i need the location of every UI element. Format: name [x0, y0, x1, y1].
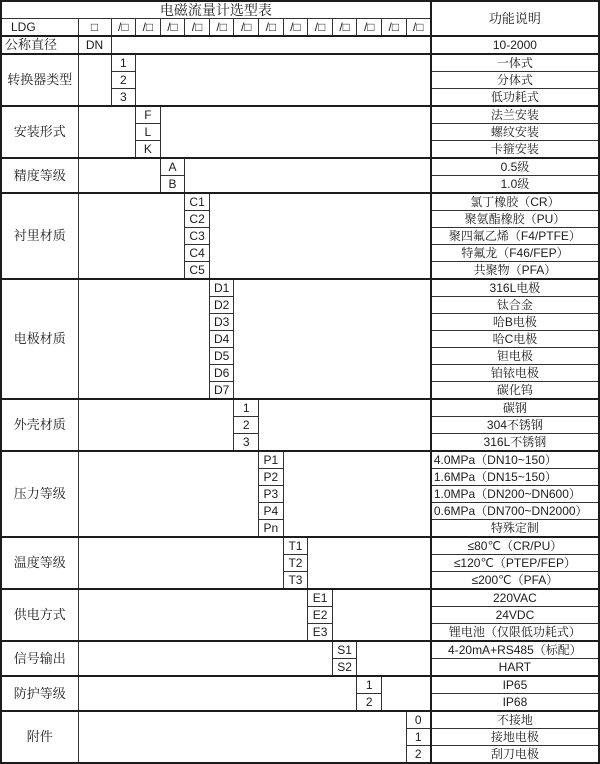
code-cell: D5 [209, 348, 234, 365]
desc-cell: ≤120℃（PTEP/FEP） [431, 555, 599, 572]
desc-cell: IP68 [431, 694, 599, 712]
group-label: 转换器类型 [1, 54, 78, 106]
code-cell: F [136, 106, 161, 124]
filler-cell [78, 711, 406, 763]
code-cell: P2 [259, 469, 284, 486]
model-slot-box: /□ [406, 19, 431, 37]
code-cell: T2 [283, 555, 308, 572]
code-cell: 1 [357, 676, 382, 694]
desc-cell: 碳化钨 [431, 382, 599, 400]
filler-cell [78, 537, 283, 589]
filler-cell [332, 589, 430, 641]
model-slot-box: /□ [160, 19, 185, 37]
desc-cell: IP65 [431, 676, 599, 694]
desc-cell: 不接地 [431, 711, 599, 729]
desc-cell: ≤200℃（PFA） [431, 572, 599, 590]
group-label: 电极材质 [1, 279, 78, 399]
filler-cell [111, 36, 431, 54]
desc-cell: 刮刀电极 [431, 746, 599, 764]
filler-cell [78, 158, 160, 193]
desc-cell: 特殊定制 [431, 520, 599, 538]
code-cell: L [136, 124, 161, 141]
desc-cell: 特氟龙（F46/FEP） [431, 245, 599, 262]
model-slot-box: /□ [259, 19, 284, 37]
model-base-box: □ [78, 19, 111, 37]
code-cell: D3 [209, 314, 234, 331]
filler-cell [78, 279, 209, 399]
code-cell: 2 [234, 417, 259, 434]
model-slot-box: /□ [185, 19, 210, 37]
desc-cell: 316L电极 [431, 279, 599, 297]
code-cell: 2 [406, 746, 431, 764]
code-cell: D7 [209, 382, 234, 400]
model-prefix-cell: LDG [1, 19, 78, 37]
desc-cell: 接地电极 [431, 729, 599, 746]
filler-cell [78, 451, 259, 537]
code-cell: 0 [406, 711, 431, 729]
filler-cell [185, 158, 431, 193]
desc-cell: HART [431, 659, 599, 677]
code-cell: E2 [308, 607, 333, 624]
filler-cell [357, 641, 431, 676]
desc-cell: 聚四氟乙烯（F4/PTFE） [431, 228, 599, 245]
code-cell: C2 [185, 211, 210, 228]
desc-cell: 1.6MPa（DN15~150） [431, 469, 599, 486]
desc-cell: 锂电池（仅限低功耗式） [431, 624, 599, 642]
code-cell: 1 [234, 399, 259, 417]
code-cell: C3 [185, 228, 210, 245]
filler-cell [209, 193, 430, 279]
filler-cell [78, 676, 357, 711]
diameter-desc: 10-2000 [431, 36, 599, 54]
code-cell: 1 [111, 54, 136, 72]
code-cell: C1 [185, 193, 210, 211]
code-cell: 1 [406, 729, 431, 746]
code-cell: P1 [259, 451, 284, 469]
code-cell: 2 [111, 72, 136, 89]
desc-cell: 4-20mA+RS485（标配） [431, 641, 599, 659]
desc-cell: 220VAC [431, 589, 599, 607]
code-cell: T1 [283, 537, 308, 555]
model-slot-box: /□ [382, 19, 407, 37]
group-label: 防护等级 [1, 676, 78, 711]
diameter-label: 公称直径 [1, 36, 78, 54]
desc-cell: 共聚物（PFA） [431, 262, 599, 280]
code-cell: K [136, 141, 161, 159]
code-cell: D6 [209, 365, 234, 382]
desc-cell: 0.5级 [431, 158, 599, 176]
desc-cell: 1.0级 [431, 176, 599, 194]
model-slot-box: /□ [332, 19, 357, 37]
group-label: 附件 [1, 711, 78, 763]
desc-cell: 铂铱电极 [431, 365, 599, 382]
desc-cell: 哈B电极 [431, 314, 599, 331]
code-cell: B [160, 176, 185, 194]
desc-cell: 法兰安装 [431, 106, 599, 124]
group-label: 精度等级 [1, 158, 78, 193]
desc-cell: 304不锈钢 [431, 417, 599, 434]
model-slot-box: /□ [283, 19, 308, 37]
desc-cell: 24VDC [431, 607, 599, 624]
desc-cell: 0.6MPa（DN700~DN2000） [431, 503, 599, 520]
function-column-header: 功能说明 [431, 1, 599, 36]
code-cell: P3 [259, 486, 284, 503]
filler-cell [78, 399, 234, 451]
code-cell: C5 [185, 262, 210, 280]
code-cell: S1 [332, 641, 357, 659]
code-cell: 3 [234, 434, 259, 452]
code-cell: C4 [185, 245, 210, 262]
desc-cell: 螺纹安装 [431, 124, 599, 141]
filler-cell [136, 54, 431, 106]
model-slot-box: /□ [111, 19, 136, 37]
code-cell: D4 [209, 331, 234, 348]
desc-cell: 钽电极 [431, 348, 599, 365]
desc-cell: 316L不锈钢 [431, 434, 599, 452]
model-slot-box: /□ [136, 19, 161, 37]
desc-cell: 碳钢 [431, 399, 599, 417]
code-cell: E3 [308, 624, 333, 642]
code-cell: D1 [209, 279, 234, 297]
desc-cell: 分体式 [431, 72, 599, 89]
group-label: 温度等级 [1, 537, 78, 589]
desc-cell: 一体式 [431, 54, 599, 72]
filler-cell [283, 451, 431, 537]
filler-cell [160, 106, 431, 158]
desc-cell: 卡箍安装 [431, 141, 599, 159]
filler-cell [308, 537, 431, 589]
filler-cell [78, 589, 308, 641]
filler-cell [78, 106, 136, 158]
group-label: 安装形式 [1, 106, 78, 158]
group-label: 信号输出 [1, 641, 78, 676]
code-cell: T3 [283, 572, 308, 590]
filler-cell [78, 54, 111, 106]
code-cell: D2 [209, 297, 234, 314]
model-slot-box: /□ [209, 19, 234, 37]
filler-cell [234, 279, 431, 399]
desc-cell: 氯丁橡胶（CR） [431, 193, 599, 211]
table-title: 电磁流量计选型表 [1, 1, 431, 19]
code-cell: E1 [308, 589, 333, 607]
filler-cell [382, 676, 431, 711]
code-cell: 3 [111, 89, 136, 107]
filler-cell [259, 399, 431, 451]
desc-cell: 4.0MPa（DN10~150） [431, 451, 599, 469]
model-slot-box: /□ [308, 19, 333, 37]
code-cell: 2 [357, 694, 382, 712]
filler-cell [78, 193, 185, 279]
desc-cell: 钛合金 [431, 297, 599, 314]
desc-cell: 低功耗式 [431, 89, 599, 107]
desc-cell: ≤80℃（CR/PU） [431, 537, 599, 555]
code-cell: Pn [259, 520, 284, 538]
code-cell: A [160, 158, 185, 176]
filler-cell [78, 641, 332, 676]
desc-cell: 聚氨酯橡胶（PU） [431, 211, 599, 228]
diameter-code: DN [78, 36, 111, 54]
group-label: 供电方式 [1, 589, 78, 641]
model-slot-box: /□ [234, 19, 259, 37]
group-label: 压力等级 [1, 451, 78, 537]
group-label: 衬里材质 [1, 193, 78, 279]
code-cell: P4 [259, 503, 284, 520]
desc-cell: 1.0MPa（DN200~DN600） [431, 486, 599, 503]
model-slot-box: /□ [357, 19, 382, 37]
code-cell: S2 [332, 659, 357, 677]
desc-cell: 哈C电极 [431, 331, 599, 348]
group-label: 外壳材质 [1, 399, 78, 451]
